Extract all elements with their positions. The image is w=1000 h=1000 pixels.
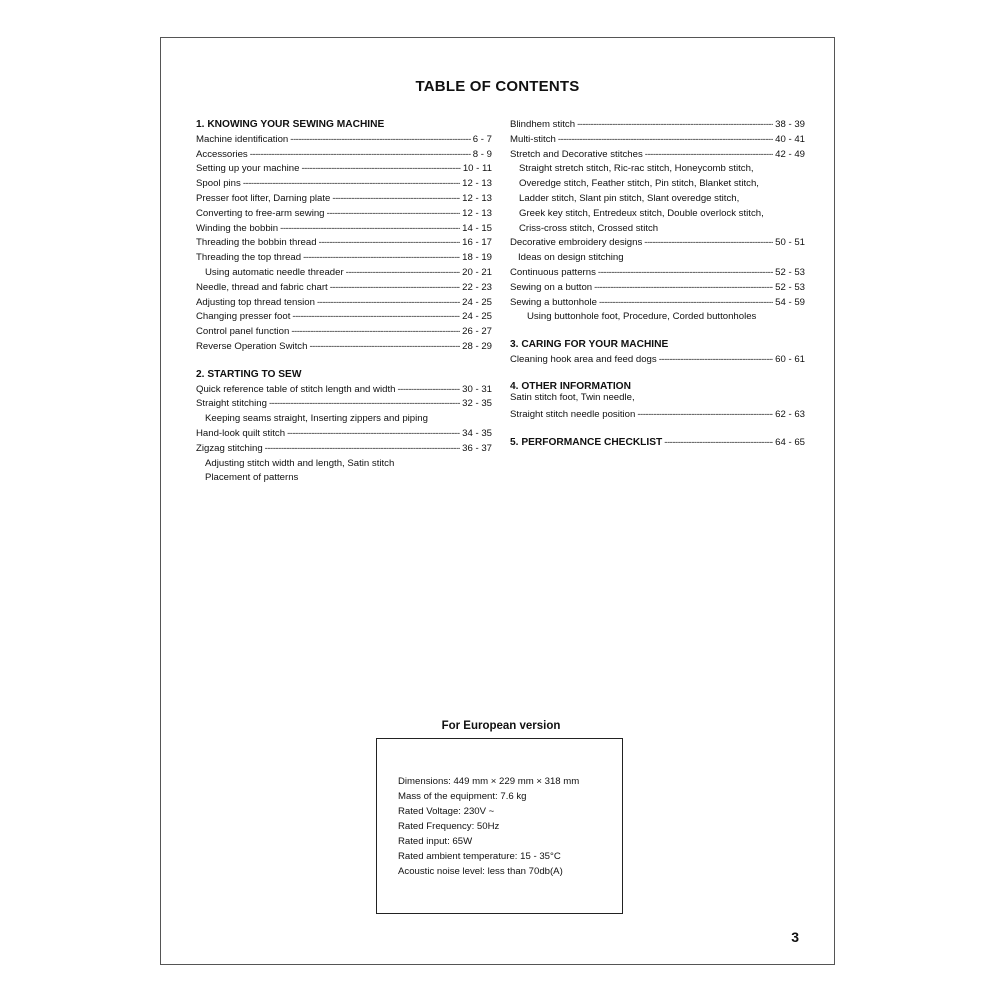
toc-entry: Straight stitch needle position ----- 62 - 63 xyxy=(510,408,805,423)
toc-entry: Reverse Operation Switch ----- 28 - 29 xyxy=(196,340,492,355)
section-heading-4: 4. OTHER INFORMATION xyxy=(510,380,631,392)
spacer xyxy=(510,368,805,381)
toc-entry: Needle, thread and fabric chart ----- 22 - 23 xyxy=(196,281,492,296)
toc-subentry: Straight stretch stitch, Ric-rac stitch, Honeycomb stitch, xyxy=(519,163,754,175)
toc-subentry: Placement of patterns xyxy=(205,472,299,484)
toc-entry: Converting to free-arm sewing ----- 12 - 13 xyxy=(196,207,492,222)
toc-entry: Changing presser foot ----- 24 - 25 xyxy=(196,310,492,325)
toc-subentry: Keeping seams straight, Inserting zippers and piping xyxy=(205,413,428,425)
toc-entry: Adjusting top thread tension ----- 24 - 25 xyxy=(196,296,492,311)
spec-line: Mass of the equipment: 7.6 kg xyxy=(398,791,527,802)
toc-entry: Sewing a buttonhole ----- 54 - 59 xyxy=(510,296,805,311)
toc-entry: Zigzag stitching ----- 36 - 37 xyxy=(196,442,492,457)
spacer xyxy=(196,355,492,368)
spec-line: Rated Voltage: 230V ~ xyxy=(398,806,495,817)
toc-entry: Spool pins ----- 12 - 13 xyxy=(196,177,492,192)
manual-page xyxy=(160,37,835,965)
spec-list xyxy=(398,774,579,879)
spec-line: Dimensions: 449 mm × 229 mm × 318 mm xyxy=(398,776,580,787)
toc-subentry: Ladder stitch, Slant pin stitch, Slant overedge stitch, xyxy=(519,192,740,204)
toc-subentry: Satin stitch foot, Twin needle, xyxy=(510,391,635,403)
toc-entry: Quick reference table of stitch length and width ----- 30 - 31 xyxy=(196,383,492,398)
spacer xyxy=(510,325,805,338)
toc-entry: Threading the top thread ----- 18 - 19 xyxy=(196,251,492,266)
toc-entry: Stretch and Decorative stitches ----- 42 - 49 xyxy=(510,148,805,163)
toc-entry: Setting up your machine ----- 10 - 11 xyxy=(196,162,492,177)
toc-entry: Presser foot lifter, Darning plate ----- 12 - 13 xyxy=(196,192,492,207)
toc-entry: Hand-look quilt stitch ----- 34 - 35 xyxy=(196,427,492,442)
toc-entry: 5. PERFORMANCE CHECKLIST ----- 64 - 65 xyxy=(510,436,805,451)
toc-subentry: Adjusting stitch width and length, Satin stitch xyxy=(205,457,395,469)
spec-line: Acoustic noise level: less than 70db(A) xyxy=(398,866,563,877)
section-heading-3: 3. CARING FOR YOUR MACHINE xyxy=(510,339,669,351)
toc-subentry: Overedge stitch, Feather stitch, Pin stitch, Blanket stitch, xyxy=(519,178,759,190)
toc-entry: Straight stitching ----- 32 - 35 xyxy=(196,397,492,412)
toc-subentry: Criss-cross stitch, Crossed stitch xyxy=(519,222,659,234)
toc-subentry: Using automatic needle threader ----- 20 - 21 xyxy=(196,266,492,281)
toc-entry: Winding the bobbin ----- 14 - 15 xyxy=(196,222,492,237)
toc-entry: Threading the bobbin thread ----- 16 - 17 xyxy=(196,236,492,251)
spec-line: Rated ambient temperature: 15 - 35°C xyxy=(398,851,561,862)
toc-entry: Machine identification ----- 6 - 7 xyxy=(196,133,492,148)
toc-entry: Decorative embroidery designs ----- 50 - 51 xyxy=(510,236,805,251)
toc-subentry: Using buttonhole foot, Procedure, Corded buttonholes xyxy=(527,311,757,323)
spacer xyxy=(510,423,805,436)
toc-entry: Sewing on a button ----- 52 - 53 xyxy=(510,281,805,296)
toc-entry: Cleaning hook area and feed dogs ----- 60 - 61 xyxy=(510,353,805,368)
spec-line: Rated input: 65W xyxy=(398,836,473,847)
european-version-title: For European version xyxy=(441,720,561,732)
toc-entry: Accessories ----- 8 - 9 xyxy=(196,148,492,163)
toc-entry: Multi-stitch ----- 40 - 41 xyxy=(510,133,805,148)
toc-right-column xyxy=(510,118,805,450)
page-number: 3 xyxy=(791,929,799,945)
toc-entry: Control panel function ----- 26 - 27 xyxy=(196,325,492,340)
spec-line: Rated Frequency: 50Hz xyxy=(398,821,500,832)
toc-entry: Blindhem stitch ----- 38 - 39 xyxy=(510,118,805,133)
toc-entry: Continuous patterns ----- 52 - 53 xyxy=(510,266,805,281)
section-heading-5: 5. PERFORMANCE CHECKLIST xyxy=(510,436,663,448)
toc-subentry: Greek key stitch, Entredeux stitch, Double overlock stitch, xyxy=(519,207,764,219)
section-heading-2: 2. STARTING TO SEW xyxy=(196,368,302,380)
toc-left-column xyxy=(196,118,492,486)
page-title: TABLE OF CONTENTS xyxy=(415,78,580,95)
section-heading-1: 1. KNOWING YOUR SEWING MACHINE xyxy=(196,119,385,130)
spec-box xyxy=(376,738,623,914)
toc-subentry: Ideas on design stitching xyxy=(518,252,624,264)
